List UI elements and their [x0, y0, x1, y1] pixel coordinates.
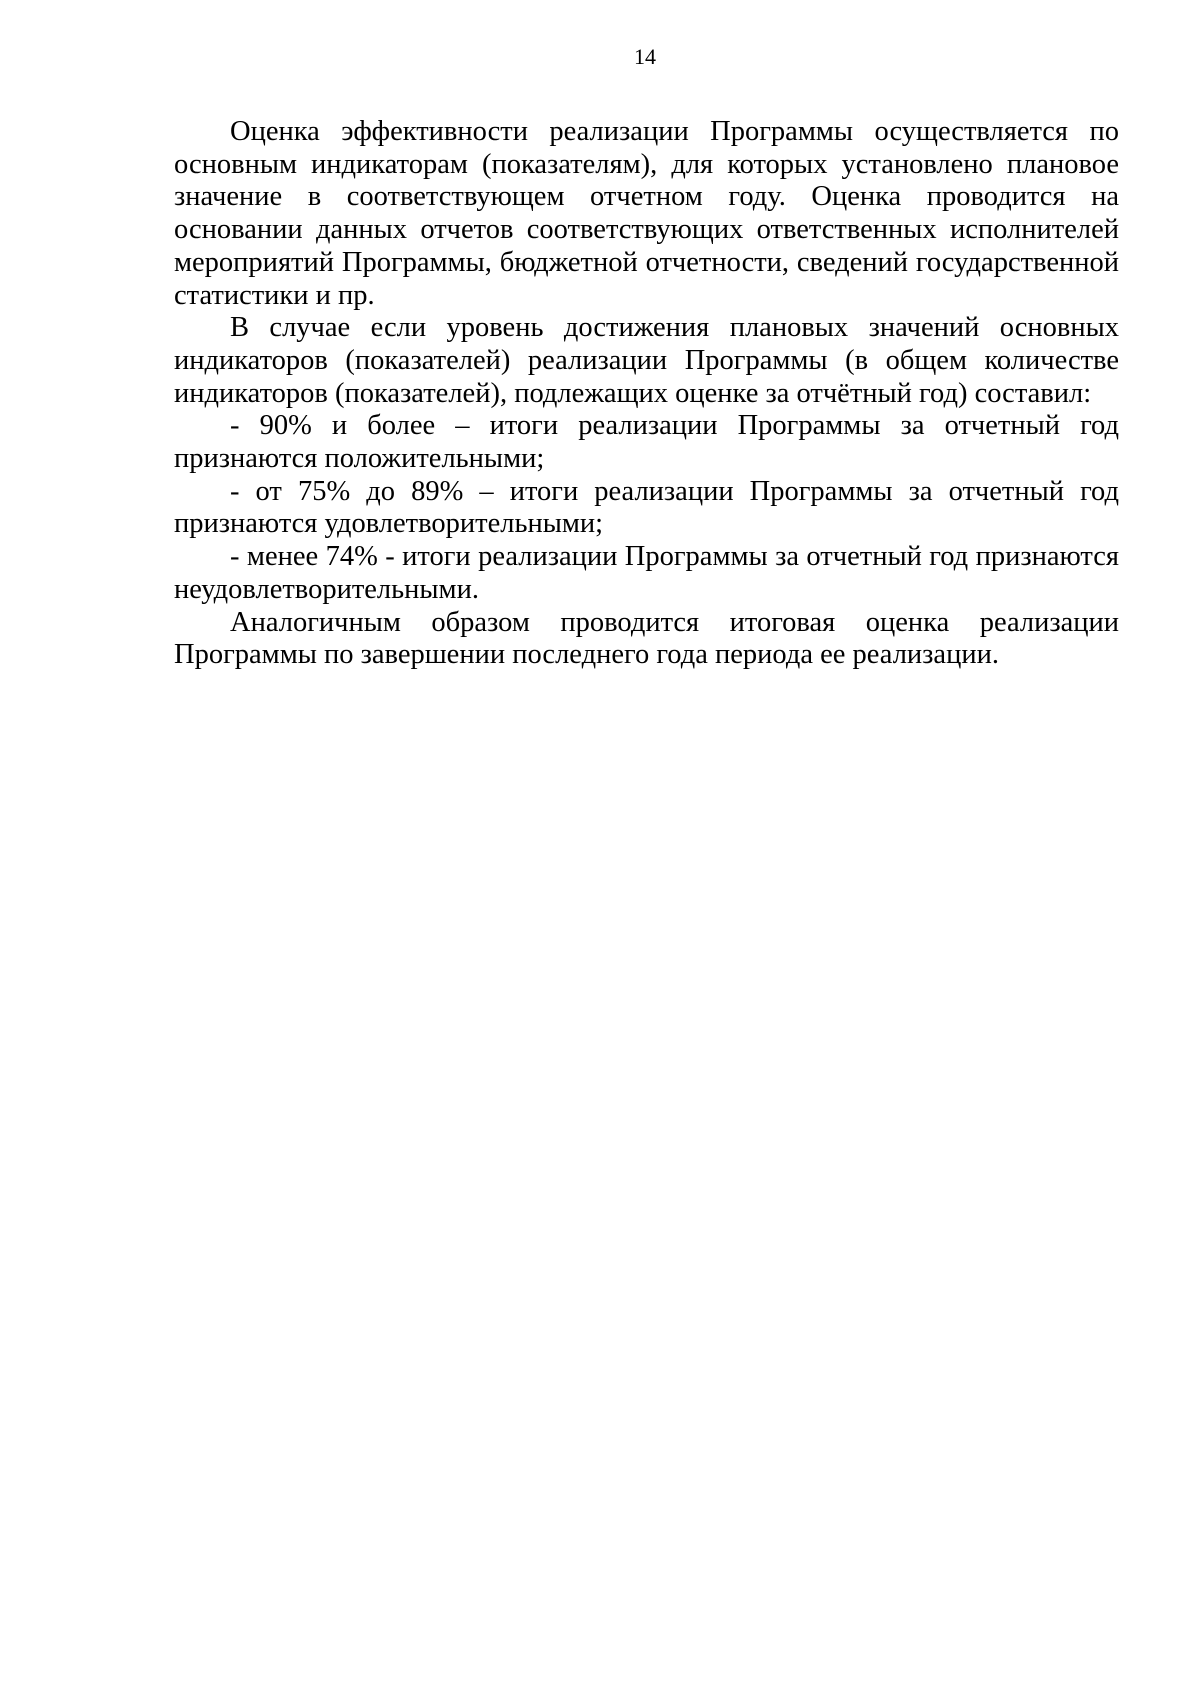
paragraph-achievement-level: В случае если уровень достижения плановых значений основных индикаторов (показателей) реализации Программы (в общем количестве индикаторов (показателей), подлежащих оценке за отчётный год) составил:: [174, 312, 1119, 409]
paragraph-evaluation-basis: Оценка эффективности реализации Программы осуществляется по основным индикаторам (показателям), для которых установлено плановое значение в соответствующем отчетном году. Оценка проводится на основании данных отчетов соответствующих ответственных исполнителей мероприятий Программы, бюджетной отчетности, сведений государственной статистики и пр.: [174, 116, 1119, 311]
document-body: [174, 116, 1119, 672]
list-item-unsatisfactory: - менее 74% - итоги реализации Программы за отчетный год признаются неудовлетворительными.: [174, 541, 1119, 605]
list-item-satisfactory: - от 75% до 89% – итоги реализации Программы за отчетный год признаются удовлетворительными;: [174, 475, 1119, 540]
paragraph-final-evaluation: Аналогичным образом проводится итоговая оценка реализации Программы по завершении последнего года периода ее реализации.: [174, 606, 1119, 671]
list-item-positive: - 90% и более – итоги реализации Программы за отчетный год признаются положительными;: [174, 410, 1119, 475]
page-number: 14: [634, 44, 656, 69]
